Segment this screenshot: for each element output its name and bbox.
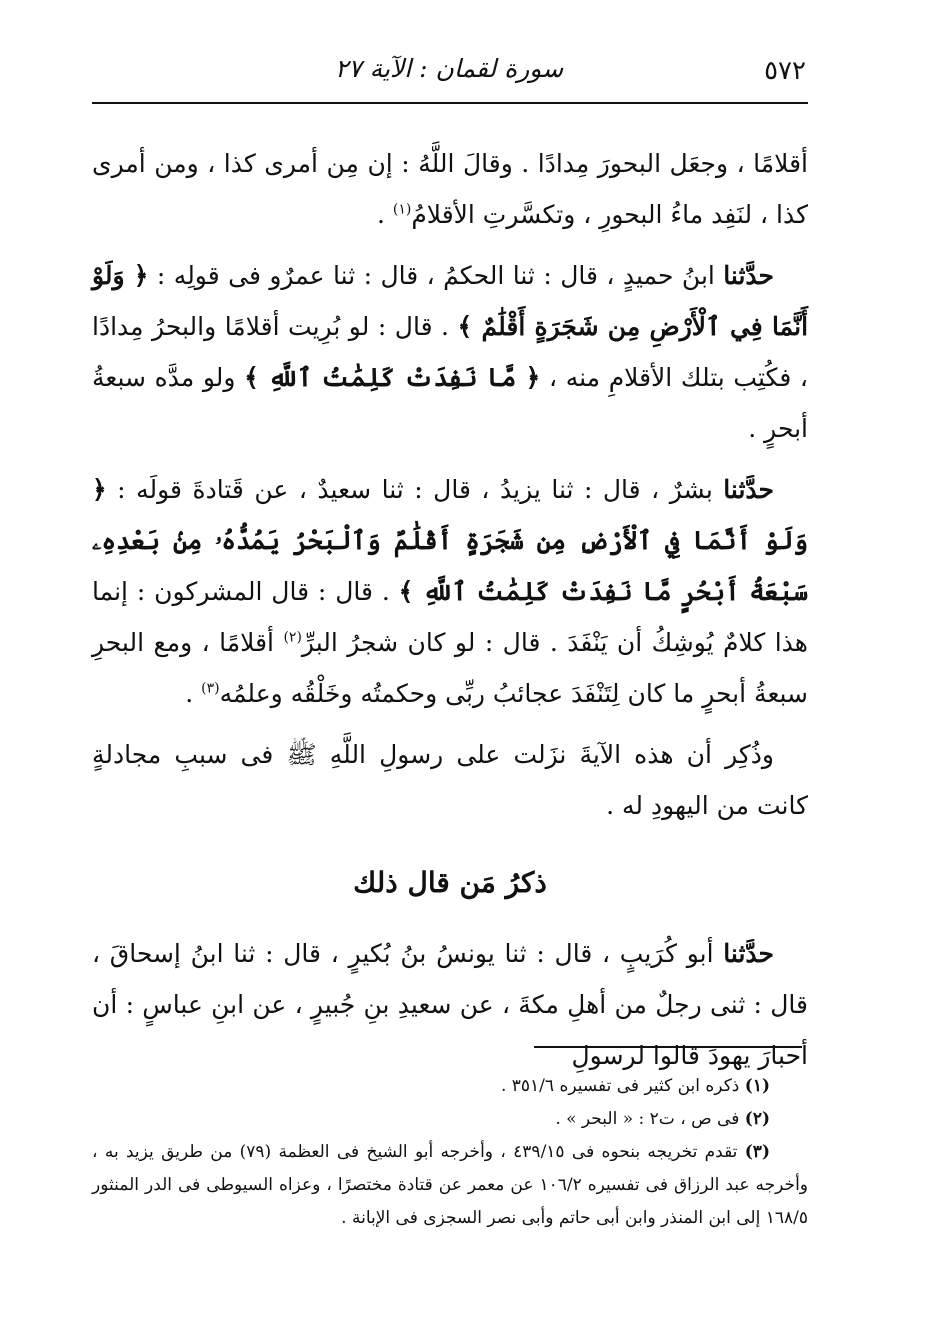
paragraph-2-text-1: ابنُ حميدٍ ، قال : ثنا الحكمُ ، قال : ثنا عمرٌو فى قولِه : — [148, 261, 724, 290]
footnote-ref-2[interactable]: (٢) — [283, 629, 302, 646]
footnote-1 — [92, 1070, 808, 1103]
paragraph-1-tail: . — [376, 200, 393, 229]
paragraph-2-text-2: . قال : لو بُرِيت أقلامًا والبحرُ مِدادًا ، فكُتِب بتلك الأقلامِ منه ، — [92, 312, 808, 392]
hadith-lead: حدَّثنا — [723, 939, 774, 968]
main-text — [92, 138, 808, 1091]
footnote-3 — [92, 1136, 808, 1235]
paragraph-1-text: أقلامًا ، وجعَل البحورَ مِدادًا . وقالَ اللَّهُ : إن مِن أمرى كذا ، ومن أمرى كذا ، لنَفِد ماءُ البحورِ ، وتكسَّرتِ الأقلامُ — [92, 149, 808, 229]
footnote-rule — [534, 1046, 802, 1048]
footnotes — [92, 1070, 808, 1235]
header-title: سورة لقمان : الآية ٢٧ — [334, 54, 564, 83]
paragraph-2-text-3: ولو مدَّه سبعةُ أبحرٍ . — [92, 363, 808, 443]
header-rule — [92, 102, 808, 104]
paragraph-3 — [92, 464, 808, 719]
paragraph-3-text-2: . قال : قال المشركون : إنما هذا كلامٌ يُوشِكُ أن يَنْفَدَ . قال : لو كان شجرُ البرِّ — [92, 577, 808, 657]
paragraph-4: وذُكِر أن هذه الآيةَ نزَلت على رسولِ اللَّهِ ﷺ فى سببِ مجادلةٍ كانت من اليهودِ له . — [92, 740, 808, 820]
footnote-2 — [92, 1103, 808, 1136]
quran-quote-2: ﴿ مَّا نَفِدَتْ كَلِمَٰتُ ٱللَّهِ ﴾ — [244, 363, 541, 392]
footnote-number: (٢) — [744, 1109, 770, 1129]
footnote-text: تقدم تخريجه بنحوه فى ٤٣٩/١٥ ، وأخرجه أبو الشيخ فى العظمة (٧٩) من طريق يزيد به ، وأخرجه عبد الرزاق فى تفسيره ١٠٦/٢ عن معمر عن قتادة مختصرًا ، وعزاه السيوطى فى الدر المنثور ١٦٨/٥ إلى ابن المنذر وابن أبى حاتم وأبى نصر السجزى فى الإبانة . — [92, 1142, 808, 1228]
footnote-number: (١) — [744, 1076, 770, 1096]
quran-quote-3: ﴿ وَلَوْ أَنَّمَا فِي ٱلْأَرْضِ مِن شَجَرَةٍ أَقْلَٰمٌ وَٱلْبَحْرُ يَمُدُّهُۥ مِنۢ بَعْدِهِۦ سَبْعَةُ أَبْحُرٍ مَّا نَفِدَتْ كَلِمَٰتُ ٱللَّهِ ﴾ — [92, 475, 808, 606]
paragraph-3-text-1: بشرٌ ، قال : ثنا يزيدُ ، قال : ثنا سعيدٌ ، عن قَتادةَ قولَه : — [106, 475, 724, 504]
footnote-ref-3[interactable]: (٣) — [201, 680, 220, 697]
paragraph-3-text-4: . — [185, 679, 202, 708]
footnote-number: (٣) — [744, 1142, 770, 1162]
running-header — [92, 52, 806, 98]
quran-quote-1: ﴿ وَلَوْ أَنَّمَا فِي ٱلْأَرْضِ مِن شَجَرَةٍ أَقْلَٰمٌ ﴾ — [92, 261, 809, 341]
hadith-lead: حدَّثنا — [723, 475, 774, 504]
hadith-lead: حدَّثنا — [723, 261, 774, 290]
footnote-text: فى ص ، ت٢ : « البحر » . — [555, 1109, 745, 1129]
paragraph-3-text-3: أقلامًا ، ومع البحرِ سبعةُ أبحرٍ ما كان لِتَنْفَدَ عجائبُ ربِّى وحكمتُه وخَلْقُه وعلمُه — [92, 628, 808, 708]
paragraph-2 — [92, 250, 808, 454]
paragraph-5-text: أبو كُرَيبٍ ، قال : ثنا يونسُ بنُ بُكيرٍ ، قال : ثنا ابنُ إسحاقَ ، قال : ثنى رجلٌ من أهلِ مكةَ ، عن سعيدِ بنِ جُبيرٍ ، عن ابنِ عباسٍ : أن أحبارَ يهودَ قالوا لرسولِ — [92, 939, 808, 1070]
page-number: ٥٧٢ — [764, 56, 806, 86]
footnote-ref-1[interactable]: (١) — [392, 201, 412, 218]
footnote-text: ذكره ابن كثير فى تفسيره ٣٥١/٦ . — [500, 1076, 745, 1096]
paragraph-1 — [92, 138, 808, 240]
section-heading: ذكرُ مَن قال ذلك — [353, 866, 547, 899]
paragraph-5 — [92, 928, 808, 1081]
